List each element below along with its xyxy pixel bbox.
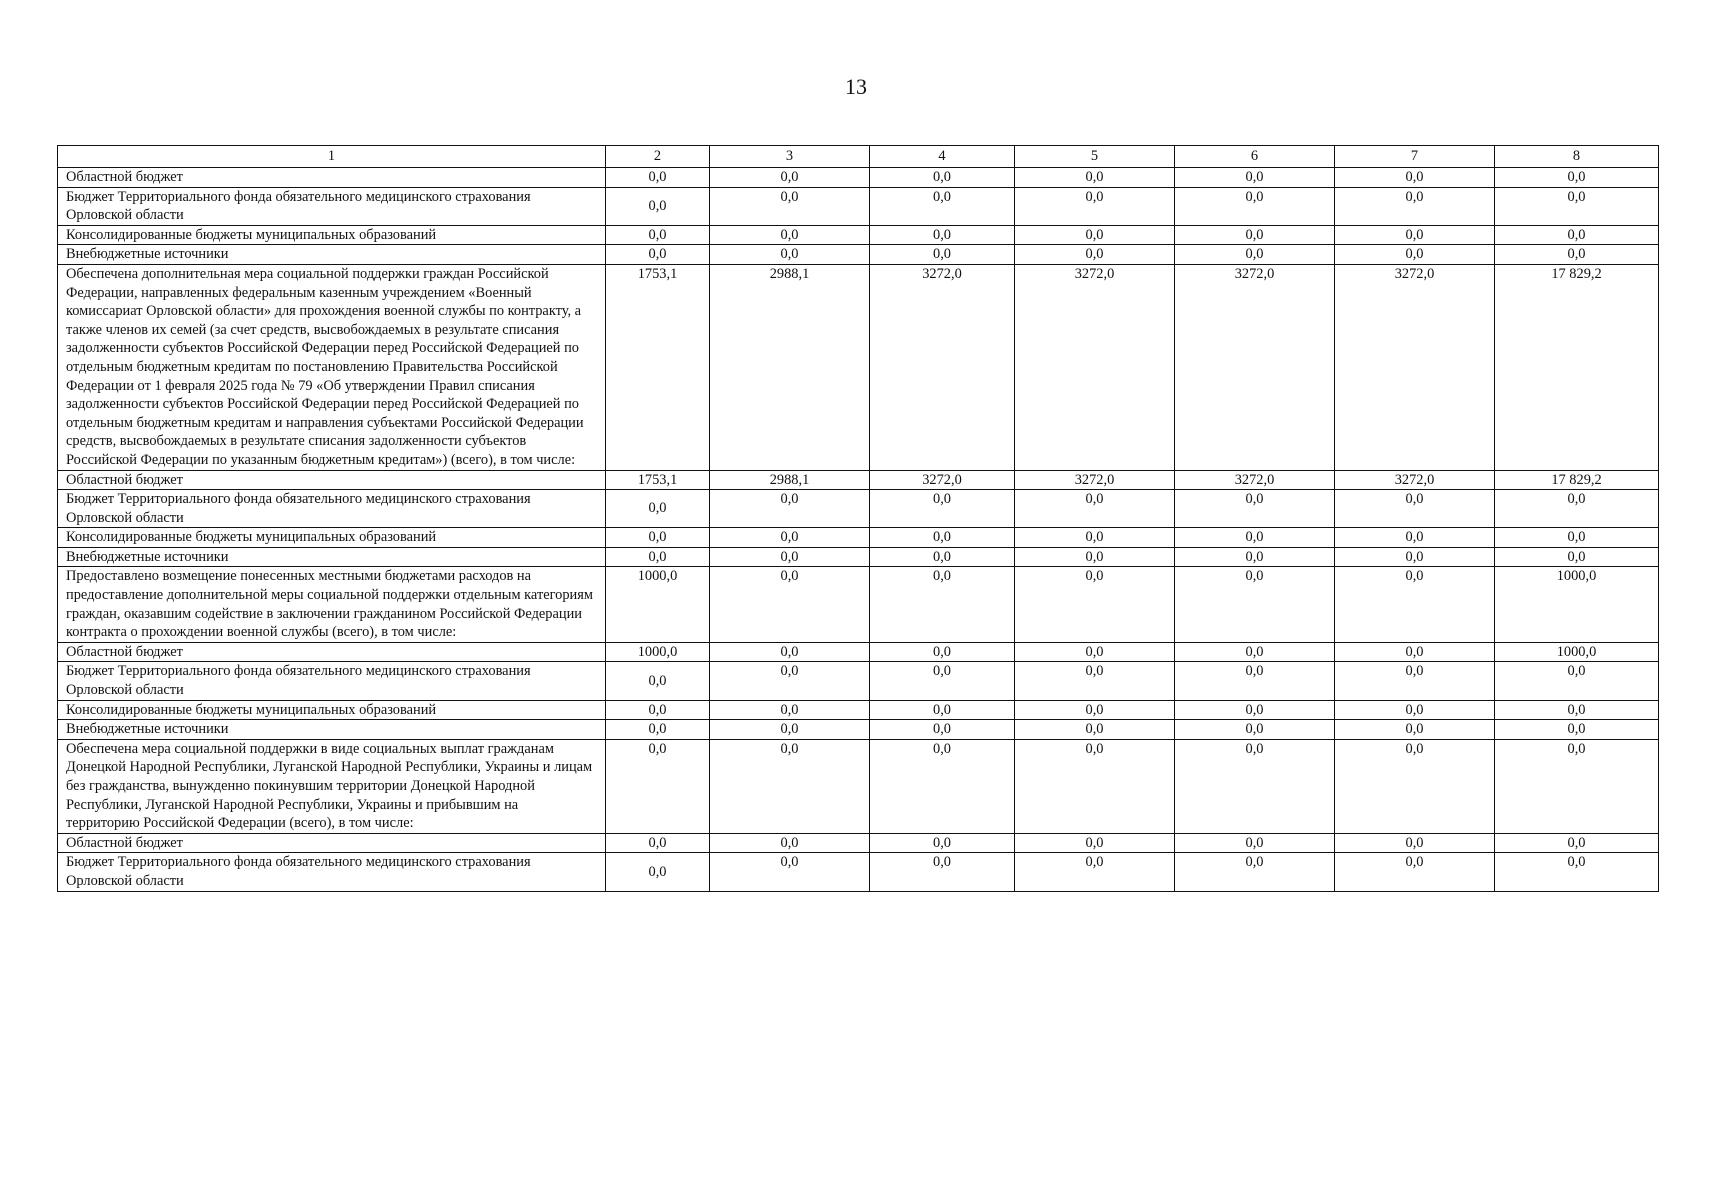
table-row — [58, 700, 1659, 720]
table-row — [58, 833, 1659, 853]
value-cell: 0,0 — [710, 567, 870, 642]
value-cell: 0,0 — [1175, 853, 1335, 891]
value-cell: 0,0 — [1175, 490, 1335, 528]
header-row — [58, 146, 1659, 168]
row-label: Бюджет Территориального фонда обязательного медицинского страхования Орловской области — [58, 853, 606, 891]
value-cell: 0,0 — [1335, 739, 1495, 833]
row-label: Обеспечена мера социальной поддержки в виде социальных выплат гражданам Донецкой Народной Республики, Луганской Народной Республики, Украины и лицам без гражданства, вынужденно покинувшим территории Донецкой Народной Республики, Луганской Народной Республики, Украины и прибывшим на территорию Российской Федерации (всего), в том числе: — [58, 739, 606, 833]
column-header: 5 — [1015, 146, 1175, 168]
value-cell: 0,0 — [1335, 187, 1495, 225]
column-header: 7 — [1335, 146, 1495, 168]
row-label: Предоставлено возмещение понесенных местными бюджетами расходов на предоставление дополнительной меры социальной поддержки отдельным категориям граждан, оказавшим содействие в заключении гражданином Российской Федерации контракта о прохождении военной службы (всего), в том числе: — [58, 567, 606, 642]
value-cell: 0,0 — [870, 528, 1015, 548]
value-cell: 0,0 — [710, 490, 870, 528]
value-cell: 0,0 — [870, 567, 1015, 642]
value-cell: 0,0 — [710, 853, 870, 891]
value-cell: 2988,1 — [710, 264, 870, 470]
value-cell: 0,0 — [710, 662, 870, 700]
column-header: 1 — [58, 146, 606, 168]
value-cell: 0,0 — [1015, 245, 1175, 265]
value-cell: 0,0 — [1335, 490, 1495, 528]
table-row — [58, 567, 1659, 642]
column-header: 6 — [1175, 146, 1335, 168]
value-cell: 1000,0 — [606, 567, 710, 642]
value-cell: 0,0 — [606, 853, 710, 891]
value-cell: 0,0 — [1015, 225, 1175, 245]
value-cell: 0,0 — [1175, 642, 1335, 662]
value-cell: 0,0 — [606, 547, 710, 567]
value-cell: 0,0 — [870, 853, 1015, 891]
value-cell: 0,0 — [1015, 567, 1175, 642]
value-cell: 3272,0 — [1015, 470, 1175, 490]
value-cell: 0,0 — [1495, 853, 1659, 891]
value-cell: 0,0 — [1495, 662, 1659, 700]
value-cell: 0,0 — [1335, 720, 1495, 740]
value-cell: 0,0 — [1495, 720, 1659, 740]
value-cell: 0,0 — [1495, 168, 1659, 188]
row-label: Обеспечена дополнительная мера социальной поддержки граждан Российской Федерации, направленных федеральным казенным учреждением «Военный комиссариат Орловской области» для прохождения военной службы по контракту, а также членов их семей (за счет средств, высвобождаемых в результате списания задолженности субъектов Российской Федерации перед Российской Федерацией по отдельным бюджетным кредитам по постановлению Правительства Российской Федерации от 1 февраля 2025 года № 79 «Об утверждении Правил списания задолженности субъектов Российской Федерации перед Российской Федерацией по отдельным бюджетным кредитам и направления субъектами Российской Федерации средств, высвобождаемых в результате списания задолженности субъектов Российской Федерации по указанным бюджетным кредитам») (всего), в том числе: — [58, 264, 606, 470]
table-row — [58, 490, 1659, 528]
value-cell: 0,0 — [710, 833, 870, 853]
value-cell: 0,0 — [1335, 833, 1495, 853]
row-label: Бюджет Территориального фонда обязательного медицинского страхования Орловской области — [58, 490, 606, 528]
value-cell: 0,0 — [1495, 739, 1659, 833]
value-cell: 0,0 — [1015, 739, 1175, 833]
value-cell: 0,0 — [1495, 187, 1659, 225]
value-cell: 0,0 — [1015, 833, 1175, 853]
value-cell: 0,0 — [1015, 490, 1175, 528]
value-cell: 1753,1 — [606, 264, 710, 470]
row-label: Внебюджетные источники — [58, 245, 606, 265]
value-cell: 0,0 — [870, 833, 1015, 853]
value-cell: 0,0 — [1175, 833, 1335, 853]
value-cell: 0,0 — [1335, 547, 1495, 567]
value-cell: 0,0 — [606, 225, 710, 245]
value-cell: 1000,0 — [1495, 567, 1659, 642]
table-row — [58, 470, 1659, 490]
value-cell: 0,0 — [710, 187, 870, 225]
row-label: Областной бюджет — [58, 642, 606, 662]
value-cell: 0,0 — [606, 700, 710, 720]
value-cell: 0,0 — [606, 528, 710, 548]
value-cell: 0,0 — [1495, 547, 1659, 567]
budget-table — [57, 145, 1659, 892]
value-cell: 0,0 — [1335, 642, 1495, 662]
value-cell: 0,0 — [870, 739, 1015, 833]
value-cell: 0,0 — [606, 187, 710, 225]
value-cell: 0,0 — [870, 187, 1015, 225]
table-row — [58, 264, 1659, 470]
row-label: Областной бюджет — [58, 168, 606, 188]
table-row — [58, 739, 1659, 833]
value-cell: 17 829,2 — [1495, 470, 1659, 490]
value-cell: 0,0 — [1175, 720, 1335, 740]
value-cell: 0,0 — [606, 833, 710, 853]
value-cell: 0,0 — [870, 662, 1015, 700]
column-header: 8 — [1495, 146, 1659, 168]
row-label: Областной бюджет — [58, 833, 606, 853]
value-cell: 0,0 — [710, 528, 870, 548]
value-cell: 0,0 — [606, 168, 710, 188]
value-cell: 0,0 — [1015, 642, 1175, 662]
value-cell: 0,0 — [870, 245, 1015, 265]
value-cell: 0,0 — [1175, 662, 1335, 700]
value-cell: 0,0 — [606, 490, 710, 528]
value-cell: 0,0 — [1335, 662, 1495, 700]
column-header: 2 — [606, 146, 710, 168]
value-cell: 1000,0 — [1495, 642, 1659, 662]
value-cell: 0,0 — [1495, 490, 1659, 528]
value-cell: 3272,0 — [870, 264, 1015, 470]
table-row — [58, 547, 1659, 567]
value-cell: 0,0 — [606, 245, 710, 265]
value-cell: 0,0 — [1495, 700, 1659, 720]
value-cell: 0,0 — [710, 642, 870, 662]
table-row — [58, 662, 1659, 700]
value-cell: 0,0 — [606, 739, 710, 833]
value-cell: 0,0 — [870, 642, 1015, 662]
value-cell: 0,0 — [1175, 700, 1335, 720]
value-cell: 0,0 — [1015, 700, 1175, 720]
value-cell: 0,0 — [1335, 528, 1495, 548]
value-cell: 17 829,2 — [1495, 264, 1659, 470]
row-label: Консолидированные бюджеты муниципальных образований — [58, 225, 606, 245]
value-cell: 0,0 — [870, 700, 1015, 720]
value-cell: 0,0 — [1175, 225, 1335, 245]
value-cell: 0,0 — [1175, 739, 1335, 833]
value-cell: 3272,0 — [870, 470, 1015, 490]
value-cell: 0,0 — [710, 225, 870, 245]
value-cell: 0,0 — [1495, 245, 1659, 265]
value-cell: 0,0 — [870, 168, 1015, 188]
value-cell: 0,0 — [1175, 547, 1335, 567]
value-cell: 1000,0 — [606, 642, 710, 662]
value-cell: 0,0 — [1495, 833, 1659, 853]
value-cell: 0,0 — [1175, 187, 1335, 225]
value-cell: 0,0 — [1015, 528, 1175, 548]
value-cell: 0,0 — [1335, 168, 1495, 188]
value-cell: 0,0 — [710, 245, 870, 265]
value-cell: 3272,0 — [1175, 264, 1335, 470]
table-row — [58, 187, 1659, 225]
table-row — [58, 225, 1659, 245]
value-cell: 0,0 — [606, 662, 710, 700]
value-cell: 0,0 — [1015, 662, 1175, 700]
value-cell: 0,0 — [710, 168, 870, 188]
value-cell: 0,0 — [1335, 700, 1495, 720]
table-row — [58, 642, 1659, 662]
table-row — [58, 720, 1659, 740]
value-cell: 2988,1 — [710, 470, 870, 490]
table-row — [58, 853, 1659, 891]
value-cell: 1753,1 — [606, 470, 710, 490]
row-label: Консолидированные бюджеты муниципальных образований — [58, 528, 606, 548]
value-cell: 0,0 — [1335, 853, 1495, 891]
value-cell: 0,0 — [1015, 547, 1175, 567]
value-cell: 0,0 — [1175, 245, 1335, 265]
value-cell: 0,0 — [1175, 567, 1335, 642]
value-cell: 0,0 — [1495, 225, 1659, 245]
column-header: 4 — [870, 146, 1015, 168]
value-cell: 3272,0 — [1335, 264, 1495, 470]
value-cell: 0,0 — [1335, 567, 1495, 642]
table-row — [58, 528, 1659, 548]
value-cell: 0,0 — [870, 720, 1015, 740]
value-cell: 3272,0 — [1335, 470, 1495, 490]
value-cell: 0,0 — [1175, 528, 1335, 548]
table-body — [58, 168, 1659, 892]
value-cell: 0,0 — [1015, 187, 1175, 225]
table-row — [58, 245, 1659, 265]
value-cell: 0,0 — [870, 225, 1015, 245]
value-cell: 0,0 — [870, 547, 1015, 567]
row-label: Бюджет Территориального фонда обязательного медицинского страхования Орловской области — [58, 187, 606, 225]
row-label: Консолидированные бюджеты муниципальных образований — [58, 700, 606, 720]
value-cell: 0,0 — [710, 547, 870, 567]
value-cell: 0,0 — [1015, 720, 1175, 740]
row-label: Внебюджетные источники — [58, 720, 606, 740]
value-cell: 0,0 — [1335, 245, 1495, 265]
value-cell: 0,0 — [1495, 528, 1659, 548]
row-label: Бюджет Территориального фонда обязательного медицинского страхования Орловской области — [58, 662, 606, 700]
value-cell: 0,0 — [710, 720, 870, 740]
value-cell: 0,0 — [1335, 225, 1495, 245]
row-label: Областной бюджет — [58, 470, 606, 490]
row-label: Внебюджетные источники — [58, 547, 606, 567]
value-cell: 0,0 — [1015, 168, 1175, 188]
value-cell: 0,0 — [710, 739, 870, 833]
value-cell: 0,0 — [870, 490, 1015, 528]
value-cell: 3272,0 — [1175, 470, 1335, 490]
value-cell: 0,0 — [1015, 853, 1175, 891]
value-cell: 0,0 — [710, 700, 870, 720]
page-number: 13 — [845, 74, 867, 99]
value-cell: 0,0 — [606, 720, 710, 740]
column-header: 3 — [710, 146, 870, 168]
value-cell: 3272,0 — [1015, 264, 1175, 470]
value-cell: 0,0 — [1175, 168, 1335, 188]
table-row — [58, 168, 1659, 188]
